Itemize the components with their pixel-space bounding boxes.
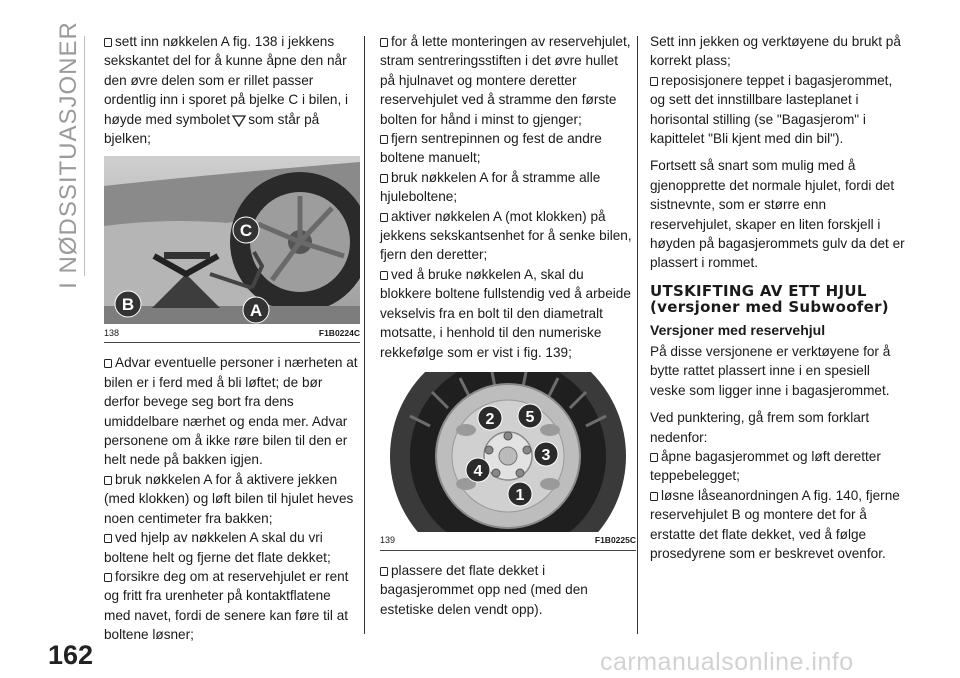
figure-caption: [104, 324, 360, 343]
checkbox-bullet-icon: [380, 135, 388, 144]
jack-point-triangle-icon: [232, 115, 246, 127]
figure-138: [104, 156, 360, 343]
list-item: [104, 470, 360, 528]
page-number: 162: [48, 640, 94, 670]
figure-code: F1B0224C: [318, 327, 360, 338]
section-heading: UTSKIFTING AV ETT HJUL (versjoner med Subwoofer): [650, 281, 889, 316]
checkbox-bullet-icon: [104, 38, 112, 47]
figure-139: [380, 372, 636, 551]
wheel-bolt-sequence-illustration: [380, 372, 636, 532]
subsection-heading: Versjoner med reservehjul: [650, 321, 826, 338]
paragraph: Fortsett så snart som mulig med å gjenopprette det normale hjulet, fordi det sistnevnte, som er større enn reservehjulet, skaper en liten forskjell i høyden på bagasjerommets gulv da det er plassert i rommet.: [650, 158, 905, 271]
paragraph: Sett inn jekken og verktøyene du brukt på korrekt plass;: [650, 34, 901, 69]
list-item: [380, 32, 636, 129]
paragraph: Ved punktering, gå frem som forklart nedenfor:: [650, 410, 870, 445]
column-2: [380, 32, 636, 619]
checkbox-bullet-icon: [104, 476, 112, 485]
column-divider: [364, 36, 365, 634]
intro-paragraph: [104, 32, 360, 148]
list-item: [380, 129, 636, 168]
checkbox-bullet-icon: [104, 534, 112, 543]
figure-number: 139: [380, 535, 396, 546]
column-3: [650, 32, 906, 563]
figure-code: F1B0225C: [594, 535, 636, 546]
list-item-text: reposisjonere teppet i bagasjerommet, og sett det innstillbare lasteplanet i horisontal stilling (se "Bagasjerom" i kapittelet "Bli kjent med din bil").: [650, 72, 893, 147]
list-item: [380, 265, 636, 362]
callout-label: B: [121, 295, 135, 315]
list-item: [650, 486, 906, 564]
checkbox-bullet-icon: [380, 567, 388, 576]
checkbox-bullet-icon: [380, 38, 388, 47]
list-item-text: bruk nøkkelen A for å aktivere jekken (med klokken) og løft bilen til hjulet heves noen centimeter fra bakken;: [104, 471, 354, 526]
list-item: [104, 567, 360, 645]
figure-caption: [380, 532, 636, 551]
checkbox-bullet-icon: [104, 573, 112, 582]
callout-label: C: [239, 221, 253, 241]
bolt-order-label: 5: [525, 408, 535, 426]
list-item-text: ved å bruke nøkkelen A, skal du blokkere boltene fullstendig ved å arbeide vekselvis fra en bolt til den diametralt motsatte, i henhold til den numeriske rekkefølge som er vist i fig. 139;: [380, 266, 631, 360]
list-item-text: forsikre deg om at reservehjulet er rent og fritt fra urenheter på kontaktflatene med navet, fordi de senere kan føre til at boltene løsner;: [104, 568, 349, 643]
bolt-order-label: 3: [541, 446, 551, 464]
paragraph: På disse versjonene er verktøyene for å bytte rattet plassert inne i en spesiell veske som ligger inne i bagasjerommet.: [650, 343, 891, 398]
list-item-text: aktiver nøkkelen A (mot klokken) på jekkens sekskantsenhet for å senke bilen, fjern den deretter;: [380, 208, 632, 263]
bolt-order-label: 4: [473, 462, 483, 480]
list-item-text: bruk nøkkelen A for å stramme alle hjuleboltene;: [380, 169, 601, 205]
list-item: [380, 561, 636, 619]
section-tab: [55, 21, 82, 289]
bolt-order-label: 2: [485, 410, 495, 428]
list-item-text: løsne låseanordningen A fig. 140, fjerne reservehjulet B og montere det for å erstatte det flate dekket, ved å følge prosedyrene som er beskrevet ovenfor.: [650, 487, 900, 561]
column-1: [104, 32, 360, 645]
list-item-text: åpne bagasjerommet og løft deretter teppebelegget;: [650, 448, 881, 484]
callout-label: A: [249, 301, 263, 321]
checkbox-bullet-icon: [650, 453, 658, 462]
list-item-text: ved hjelp av nøkkelen A skal du vri boltene helt og fjerne det flate dekket;: [104, 530, 331, 565]
intro-text-end: som står på bjelken;: [104, 111, 320, 147]
checkbox-bullet-icon: [650, 77, 658, 86]
list-item-text: Advar eventuelle personer i nærheten at bilen er i ferd med å bli løftet; de bør derfor bevege seg bort fra dens umiddelbare nærhet og enda mer. Advar personene om å ikke røre bilen til den er helt nede på bakken igjen.: [104, 355, 358, 468]
list-item: [380, 207, 636, 265]
watermark: carmanualsonline.info: [600, 648, 854, 676]
figure-number: 138: [104, 327, 120, 338]
list-item-text: plassere det flate dekket i bagasjerommet opp ned (med den estetiske delen vendt opp).: [380, 562, 588, 617]
section-tab-label: I NØDSSITUASJONER: [55, 21, 82, 289]
list-item-text: for å lette monteringen av reservehjulet, stram sentreringsstiften i det øvre hullet på hjulnavet og montere deretter reservehjulet ved å stramme den første bolten for hånd i minst to gjenger;: [380, 34, 631, 127]
list-item: [104, 528, 360, 567]
car-jack-illustration: [104, 156, 360, 324]
list-item: [380, 168, 636, 207]
checkbox-bullet-icon: [380, 174, 388, 183]
checkbox-bullet-icon: [104, 359, 112, 368]
checkbox-bullet-icon: [380, 271, 388, 280]
list-item-text: fjern sentrepinnen og fest de andre boltene manuelt;: [380, 131, 602, 166]
column-divider: [637, 36, 638, 634]
section-divider: [84, 36, 85, 276]
list-item: [650, 447, 906, 486]
checkbox-bullet-icon: [380, 213, 388, 222]
list-item: [650, 71, 906, 149]
intro-text: sett inn nøkkelen A fig. 138 i jekkens sekskantet del for å kunne åpne den når den øvre delen som er rillet passer ordentlig inn i sporet på bjelke C i bilen, i høyde med symbolet: [104, 34, 349, 127]
checkbox-bullet-icon: [650, 492, 658, 501]
bolt-order-label: 1: [515, 486, 525, 504]
list-item: [104, 353, 360, 469]
